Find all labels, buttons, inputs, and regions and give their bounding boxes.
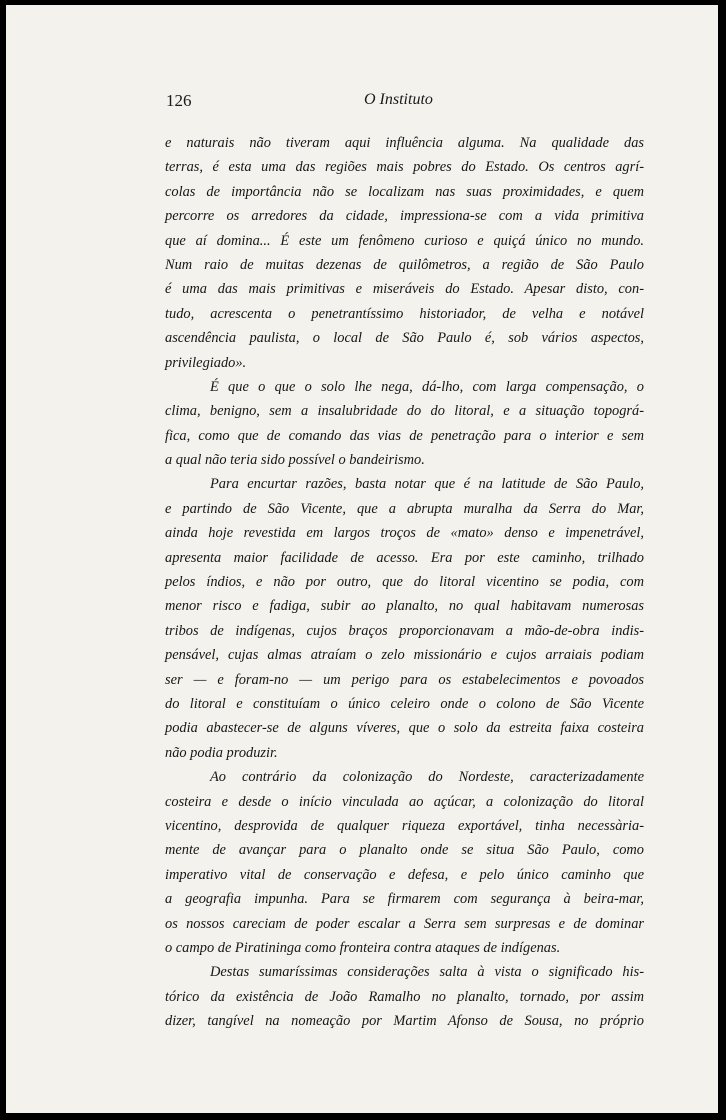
text-line: não podia produzir.	[165, 744, 278, 761]
text-line: Num raio de muitas dezenas de quilômetros, a região de São Paulo	[165, 256, 644, 273]
text-line: percorre os arredores da cidade, impressiona-se com a vida primitiva	[165, 208, 644, 225]
text-line: pensável, cujas almas atraíam o zelo missionário e cujos arraiais podiam	[165, 647, 644, 664]
text-line: o campo de Piratininga como fronteira contra ataques de indígenas.	[165, 939, 561, 956]
running-title: O Instituto	[364, 91, 433, 108]
text-line: a geografia impunha. Para se firmarem com segurança à beira-mar,	[165, 891, 644, 908]
text-line: tudo, acrescenta o penetrantíssimo historiador, de velha e notável	[165, 305, 644, 322]
text-line: tórico da existência de João Ramalho no planalto, tornado, por assim	[165, 988, 644, 1005]
text-line: apresenta maior facilidade de acesso. Era por este caminho, trilhado	[165, 549, 644, 566]
page-header	[6, 91, 718, 115]
page-number: 126	[166, 91, 192, 110]
body-text	[165, 131, 644, 1033]
text-line: que aí domina... É este um fenômeno curioso e quiçá único no mundo.	[165, 232, 644, 249]
text-line: colas de importância não se localizam nas suas proximidades, e quem	[165, 183, 644, 200]
book-page	[6, 5, 718, 1113]
text-line: do litoral e constituíam o único celeiro onde o colono de São Vicente	[165, 695, 644, 712]
text-line: imperativo vital de conservação e defesa, e pelo único caminho que	[165, 866, 644, 883]
text-line: ser — e foram-no — um perigo para os estabelecimentos e povoados	[165, 671, 644, 688]
text-line: menor risco e fadiga, subir ao planalto, no qual habitavam numerosas	[165, 598, 644, 615]
text-line: costeira e desde o início vinculada ao açúcar, a colonização do litoral	[165, 793, 644, 810]
text-line: mente de avançar para o planalto onde se situa São Paulo, como	[165, 842, 644, 859]
text-line: e partindo de São Vicente, que a abrupta muralha da Serra do Mar,	[165, 500, 644, 517]
text-line: é uma das mais primitivas e miseráveis do Estado. Apesar disto, con-	[165, 281, 644, 298]
text-line: Ao contrário da colonização do Nordeste, caracterizadamente	[210, 769, 644, 786]
text-line: ainda hoje revestida em largos troços de «mato» denso e impenetrável,	[165, 525, 644, 542]
text-line: os nossos careciam de poder escalar a Serra sem surpresas e de dominar	[165, 915, 644, 932]
text-line: pelos índios, e não por outro, que do litoral vicentino se podia, com	[165, 574, 644, 591]
text-line: terras, é esta uma das regiões mais pobres do Estado. Os centros agrí-	[165, 159, 644, 176]
text-line: clima, benigno, sem a insalubridade do do litoral, e a situação topográ-	[165, 403, 644, 420]
text-line: privilegiado».	[165, 354, 247, 371]
text-line: e naturais não tiveram aqui influência alguma. Na qualidade das	[165, 135, 644, 151]
text-line: a qual não teria sido possível o bandeirismo.	[165, 452, 425, 469]
text-line: É que o que o solo lhe nega, dá-lho, com larga compensação, o	[210, 378, 644, 395]
text-line: fica, como que de comando das vias de penetração para o interior e sem	[165, 427, 644, 444]
text-line: Para encurtar razões, basta notar que é na latitude de São Paulo,	[210, 476, 644, 493]
text-line: vicentino, desprovida de qualquer riqueza exportável, tinha necessària-	[165, 817, 644, 834]
text-line: tribos de indígenas, cujos braços proporcionavam a mão-de-obra indis-	[165, 622, 644, 639]
text-line: ascendência paulista, o local de São Paulo é, sob vários aspectos,	[165, 330, 644, 347]
text-line: dizer, tangível na nomeação por Martim Afonso de Sousa, no próprio	[165, 1013, 644, 1030]
text-line: podia abastecer-se de alguns víveres, que o solo da estreita faixa costeira	[165, 720, 644, 737]
text-line: Destas sumaríssimas considerações salta à vista o significado his-	[210, 964, 644, 981]
